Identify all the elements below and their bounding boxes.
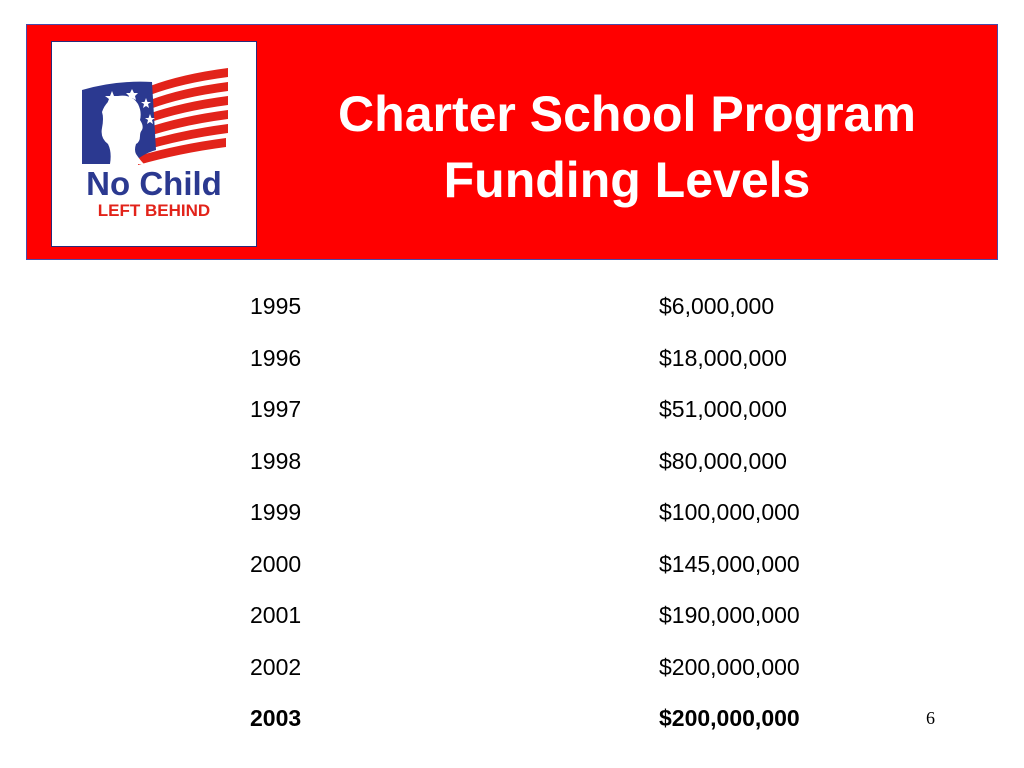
amount-cell: $145,000,000 xyxy=(659,550,800,577)
table-row xyxy=(250,337,870,389)
table-row xyxy=(250,594,870,646)
page-number: 6 xyxy=(926,708,935,728)
year-cell: 2003 xyxy=(250,705,302,731)
year-cell: 2000 xyxy=(250,550,302,577)
table-row xyxy=(250,440,870,492)
amount-cell: $18,000,000 xyxy=(659,344,787,371)
amount-cell: $200,000,000 xyxy=(659,653,800,680)
year-cell: 1999 xyxy=(250,499,302,525)
logo xyxy=(51,41,257,247)
amount-cell: $100,000,000 xyxy=(659,499,800,525)
year-cell: 2002 xyxy=(250,653,302,680)
year-cell: 1998 xyxy=(250,447,302,474)
title-line-1: Charter School Program xyxy=(338,86,916,142)
table-row xyxy=(250,543,870,595)
no-child-left-behind-logo-icon xyxy=(52,42,256,246)
table-row xyxy=(250,388,870,440)
title-line-2: Funding Levels xyxy=(443,152,811,208)
logo-text-no-child: No Child xyxy=(86,165,222,202)
page-title xyxy=(277,81,977,213)
year-cell: 1997 xyxy=(250,396,302,422)
amount-cell: $200,000,000 xyxy=(659,705,800,731)
amount-cell: $190,000,000 xyxy=(659,602,800,628)
title-banner xyxy=(26,24,998,260)
table-row xyxy=(250,285,870,337)
amount-cell: $51,000,000 xyxy=(659,396,787,422)
year-cell: 1995 xyxy=(250,293,302,319)
table-row xyxy=(250,646,870,698)
amount-cell: $80,000,000 xyxy=(659,447,787,474)
amount-cell: $6,000,000 xyxy=(659,293,775,319)
year-cell: 2001 xyxy=(250,602,302,628)
table-row-highlighted xyxy=(250,697,870,749)
table-row xyxy=(250,491,870,543)
funding-table xyxy=(250,285,870,749)
year-cell: 1996 xyxy=(250,344,302,371)
logo-text-left-behind: LEFT BEHIND xyxy=(97,201,211,220)
